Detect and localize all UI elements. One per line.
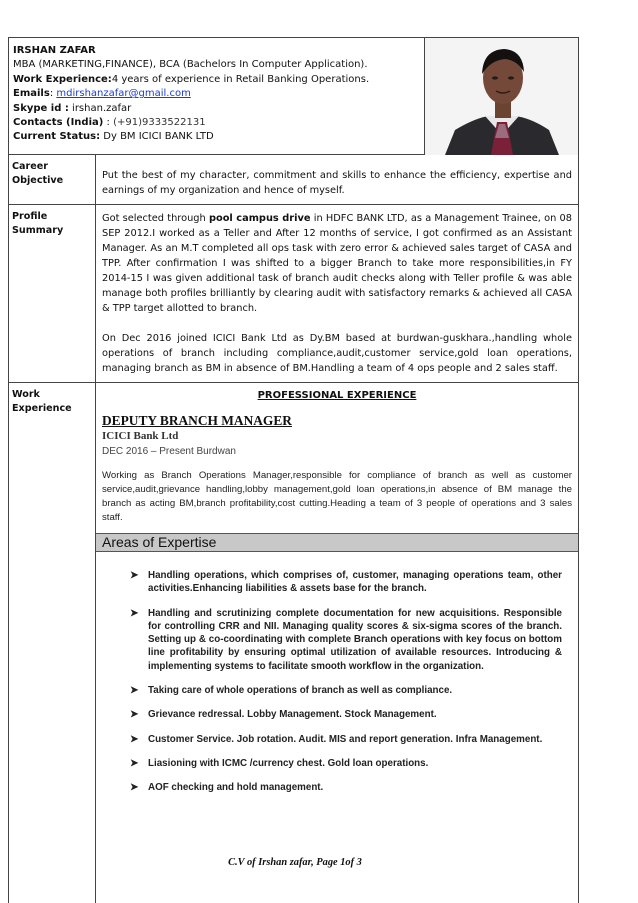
arrow-bullet-icon: ➤ [130,685,139,697]
job-dates: DEC 2016 – Present Burdwan [102,446,236,457]
email-link[interactable]: mdirshanzafar@gmail.com [56,88,191,100]
expertise-text: AOF checking and hold management. [148,782,324,794]
resume-table [8,37,579,903]
expertise-text: Liasioning with ICMC /currency chest. Gold loan operations. [148,757,429,769]
career-objective-text: Put the best of my character, commitment and skills to enhance the efficiency, expertise and earnings of my organization and hence of myself. [102,170,572,196]
expertise-item [130,733,562,746]
career-label-line1: Career [12,161,48,172]
profile-photo-image [425,38,578,155]
experience-value: 4 years of experience in Retail Banking Operations. [111,73,370,85]
profile-label-line2: Summary [12,225,64,236]
arrow-bullet-icon: ➤ [130,709,139,721]
work-row [9,383,579,903]
work-content-cell [96,383,579,903]
contacts-value: (+91)9333522131 [113,117,206,129]
email-sep: : [49,88,54,100]
qualification: MBA (MARKETING,FINANCE), BCA (Bachelors In Computer Application). [13,59,368,71]
expertise-text: Handling and scrutinizing complete documentation for new acquisitions. Responsible for controlling CRR and NII. Managing quality scores & six-sigma scores of the branch. Setting up & co-coordinating with complete Branch operations with key focus on bottom line profitability by ensuring optimal utilization of available resources. Introducing & implementing systems to facilitate smooth workflow in the organization. [148,607,562,672]
expertise-item [130,607,562,673]
work-label-line2: Experience [12,403,72,414]
expertise-item [130,781,562,794]
professional-experience-title: PROFESSIONAL EXPERIENCE [257,390,417,401]
expertise-text: Taking care of whole operations of branch as well as compliance. [148,685,453,697]
expertise-item [130,708,562,721]
contacts-sep: : [106,117,110,129]
expertise-text: Handling operations, which comprises of, customer, managing operations team, other activities.Enhancing liabilities & assets base for the branch. [148,570,562,595]
status-value: Dy BM ICICI BANK LTD [103,131,214,143]
expertise-item [130,569,562,596]
arrow-bullet-icon: ➤ [130,757,139,769]
skype-value: irshan.zafar [72,102,132,114]
skype-label: Skype id : [13,102,69,114]
email-label: Emails [13,88,50,100]
arrow-bullet-icon: ➤ [130,607,139,619]
profile-p1-after: in HDFC BANK LTD, as a Management Trainee, on 08 SEP 2012.I worked as a Teller and After 12 months of service, I got confirmed as an Assistant Manager. As an M.T completed all ops task with zero error & achieved sales target of CASA and TPP. After confirmation I was shifted to a bigger Branch to take more responsibilities,in FY 2014-15 I was given additional task of branch audit checks along with Teller profile & was able manage both profiles brilliantly by clearing audit with satisfactory remarks & achieved all CASA & TPP target allotted to branch. [102,213,572,314]
candidate-name: IRSHAN ZAFAR [13,45,96,56]
profile-photo [424,38,578,155]
profile-paragraph-1 [102,211,572,316]
expertise-text: Grievance redressal. Lobby Management. Stock Management. [148,709,437,721]
career-text-cell [96,155,579,205]
arrow-bullet-icon: ➤ [130,733,139,745]
expertise-text: Customer Service. Job rotation. Audit. MIS and report generation. Infra Management. [148,733,543,745]
job-description: Working as Branch Operations Manager,responsible for compliance of branch as well as customer service,audit,grievance handling,lobby management,gold loan operations,in absence of BM manage the branch as acting BM,branch profitability,cost cutting.Heading a team of 3 people of operations and 3 sales staff. [102,470,572,523]
profile-row [9,205,579,383]
job-organization: ICICI Bank Ltd [102,430,179,442]
profile-paragraph-2: On Dec 2016 joined ICICI Bank Ltd as Dy.BM based at burdwan-guskhara.,handling whole operations of branch including compliance,audit,customer service,gold loan operations, managing branch as BM in absence of BM.Handling a team of 4 ops people and 2 sales staff. [102,333,572,374]
areas-of-expertise-heading: Areas of Expertise [96,533,578,552]
expertise-item [130,757,562,770]
header-row [9,38,579,155]
career-row [9,155,579,205]
career-label-cell [9,155,96,205]
work-label-cell [9,383,96,903]
profile-p1-bold: pool campus drive [208,213,311,224]
arrow-bullet-icon: ➤ [130,570,139,581]
profile-text-cell [96,205,579,383]
arrow-bullet-icon: ➤ [130,782,139,794]
profile-label-line1: Profile [12,211,48,222]
work-label-line1: Work [12,389,40,400]
expertise-item [130,684,562,697]
experience-label: Work Experience: [13,73,112,85]
header-block [9,38,579,155]
contacts-label: Contacts (India) [13,117,104,129]
status-label: Current Status: [13,131,101,143]
profile-label-cell [9,205,96,383]
profile-p1-before: Got selected through [102,213,209,224]
career-label-line2: Objective [12,175,64,186]
job-role: DEPUTY BRANCH MANAGER [102,413,292,428]
expertise-list [130,569,572,795]
page-footer: C.V of Irshan zafar, Page 1of 3 [228,857,362,868]
